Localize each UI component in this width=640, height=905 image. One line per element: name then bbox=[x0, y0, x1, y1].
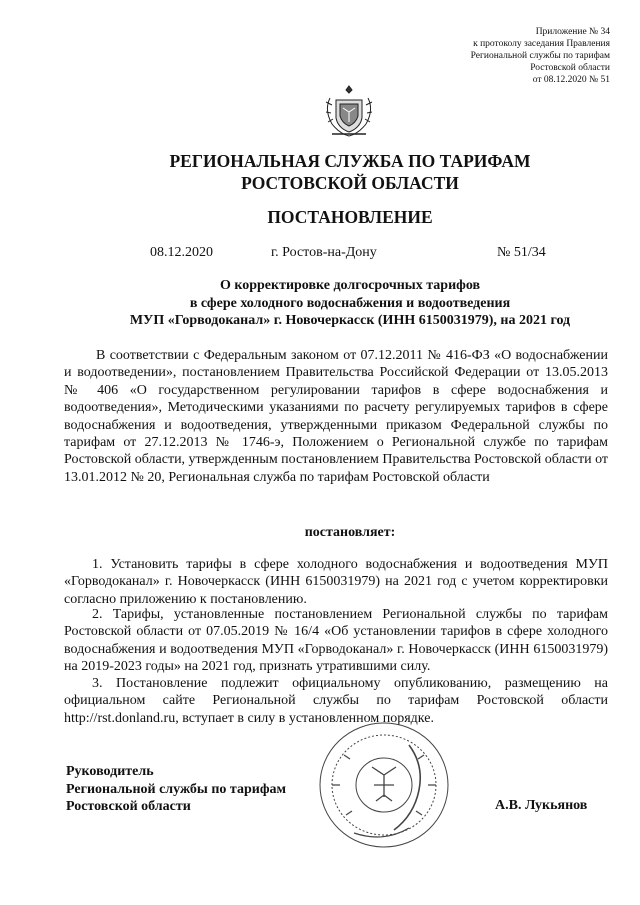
document-number: № 51/34 bbox=[497, 245, 546, 260]
subject-line: МУП «Горводоканал» г. Новочеркасск (ИНН 6150031979), на 2021 год bbox=[129, 313, 571, 328]
document-subject bbox=[60, 277, 640, 330]
coat-of-arms-icon bbox=[320, 82, 378, 140]
appendix-line: Ростовской области bbox=[530, 63, 610, 73]
signatory-title bbox=[66, 763, 286, 816]
appendix-line: Приложение № 34 bbox=[535, 27, 610, 37]
appendix-line: к протоколу заседания Правления bbox=[473, 39, 610, 49]
resolves-heading: постановляет: bbox=[304, 525, 396, 540]
subject-line: О корректировке долгосрочных тарифов bbox=[219, 278, 481, 293]
signatory-title-line: Руководитель bbox=[66, 764, 154, 779]
preamble-paragraph: В соответствии с Федеральным законом от 07.12.2011 № 416-ФЗ «О водоснабжении и водоотведении», постановлением Правительства Российской Федерации от 13.05.2013 № 406 «О государственном регулировании тарифов в сфере водоснабжения и водоотведения», Методическими указаниями по расчету регулируемых тарифов в сфере водоснабжения и водоотведения, утвержденными приказом Федеральной службы по тарифам от 27.12.2013 № 1746-э, Положением о Региональной службе по тарифам Ростовской области, утвержденным постановлением Правительства Ростовской области от 13.01.2012 № 20, Региональная служба по тарифам Ростовской области bbox=[64, 348, 609, 485]
signatory-name: А.В. Лукьянов bbox=[495, 798, 588, 813]
organization-name-line: РЕГИОНАЛЬНАЯ СЛУЖБА ПО ТАРИФАМ bbox=[169, 151, 531, 171]
signatory-title-line: Ростовской области bbox=[66, 799, 191, 814]
organization-name bbox=[0, 150, 640, 194]
signatory-title-line: Региональной службы по тарифам bbox=[66, 781, 287, 797]
appendix-line: Региональной службы по тарифам bbox=[470, 51, 610, 61]
subject-line: в сфере холодного водоснабжения и водоотведения bbox=[189, 295, 511, 311]
organization-name-line: РОСТОВСКОЙ ОБЛАСТИ bbox=[241, 173, 459, 193]
appendix-note bbox=[390, 26, 610, 86]
document-city: г. Ростов-на-Дону bbox=[271, 245, 377, 260]
resolution-item-3: 3. Постановление подлежит официальному опубликованию, размещению на официальном сайте Региональной службы по тарифам Ростовской области http://rst.donland.ru, вступает в силу в установленном порядке. bbox=[64, 676, 608, 726]
document-type: ПОСТАНОВЛЕНИЕ bbox=[267, 207, 433, 227]
appendix-line: от 08.12.2020 № 51 bbox=[532, 75, 610, 85]
resolution-item-1: 1. Установить тарифы в сфере холодного водоснабжения и водоотведения МУП «Горводоканал» г. Новочеркасск (ИНН 6150031979) на 2021 год с учетом корректировки согласно приложению к постановлению. bbox=[64, 557, 608, 607]
document-date: 08.12.2020 bbox=[150, 245, 213, 260]
resolution-item-2: 2. Тарифы, установленные постановлением Региональной службы по тарифам Ростовской области от 07.05.2019 № 16/4 «Об установлении тарифов в сфере холодного водоснабжения и водоотведения МУП «Горводоканал» г. Новочеркасск (ИНН 6150031979) на 2019-2023 годы» на 2021 год, признать утратившими силу. bbox=[64, 607, 608, 675]
official-seal-icon bbox=[314, 715, 454, 855]
